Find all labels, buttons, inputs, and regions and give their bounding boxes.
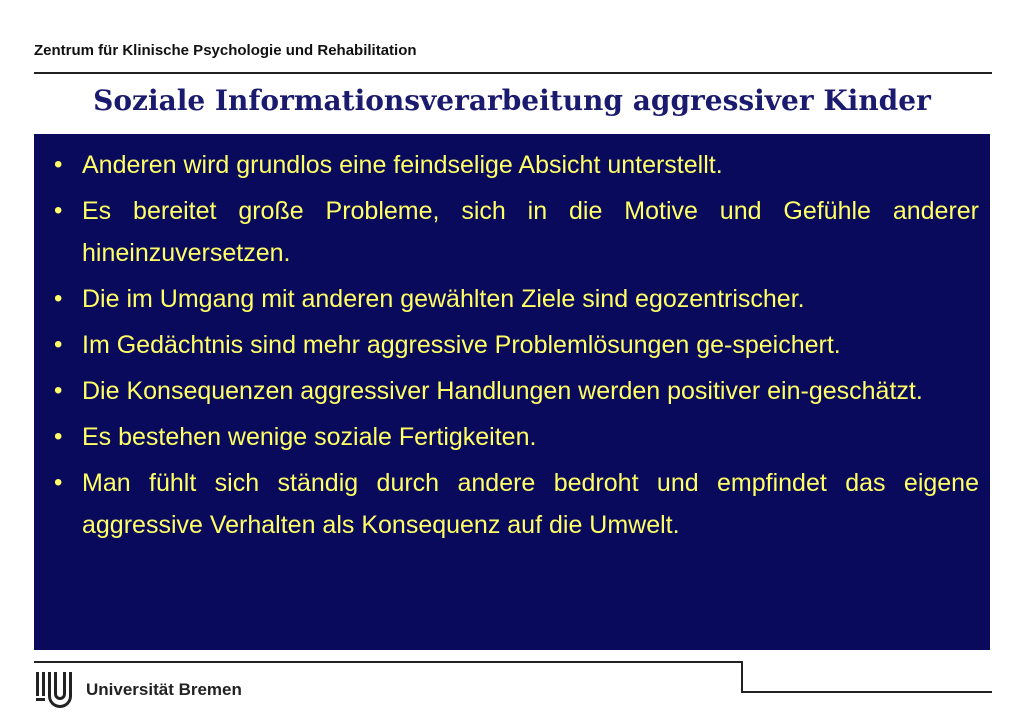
bullet-list (54, 144, 979, 550)
bullet-item (54, 324, 979, 366)
bullet-item (54, 370, 979, 412)
bullet-text: Die im Umgang mit anderen gewählten Ziele sind egozentrischer. (82, 285, 805, 313)
bullet-text: Man fühlt sich ständig durch andere bedroht und empfindet das eigene aggressive Verhalten als Konsequenz auf die Umwelt. (82, 469, 979, 539)
footer-bracket (741, 661, 743, 692)
bullet-item (54, 190, 979, 274)
bullet-item (54, 462, 979, 546)
bullet-item (54, 416, 979, 458)
bullet-text: Im Gedächtnis sind mehr aggressive Problemlösungen ge-speichert. (82, 331, 841, 359)
footer-divider (34, 661, 742, 663)
bullet-text: Es bereitet große Probleme, sich in die Motive und Gefühle anderer hineinzuversetzen. (82, 197, 979, 267)
slide-title: Soziale Informationsverarbeitung aggressiver Kinder (93, 84, 931, 117)
bullet-icon: • (54, 151, 63, 178)
bullet-item (54, 278, 979, 320)
bullet-text: Anderen wird grundlos eine feindselige Absicht unterstellt. (82, 151, 723, 179)
bullet-icon: • (54, 197, 63, 224)
footer-divider-right (741, 691, 992, 693)
bullet-icon: • (54, 285, 63, 312)
header-divider (34, 72, 992, 74)
institute-name: Zentrum für Klinische Psychologie und Rehabilitation (34, 42, 417, 59)
bullet-text: Es bestehen wenige soziale Fertigkeiten. (82, 423, 537, 451)
university-bremen-logo-icon (34, 672, 78, 710)
bullet-icon: • (54, 469, 63, 496)
bullet-icon: • (54, 377, 63, 404)
bullet-item (54, 144, 979, 186)
university-name: Universität Bremen (86, 680, 242, 699)
bullet-icon: • (54, 423, 63, 450)
content-panel (34, 134, 990, 650)
bullet-icon: • (54, 331, 63, 358)
bullet-text: Die Konsequenzen aggressiver Handlungen werden positiver ein-geschätzt. (82, 377, 923, 405)
